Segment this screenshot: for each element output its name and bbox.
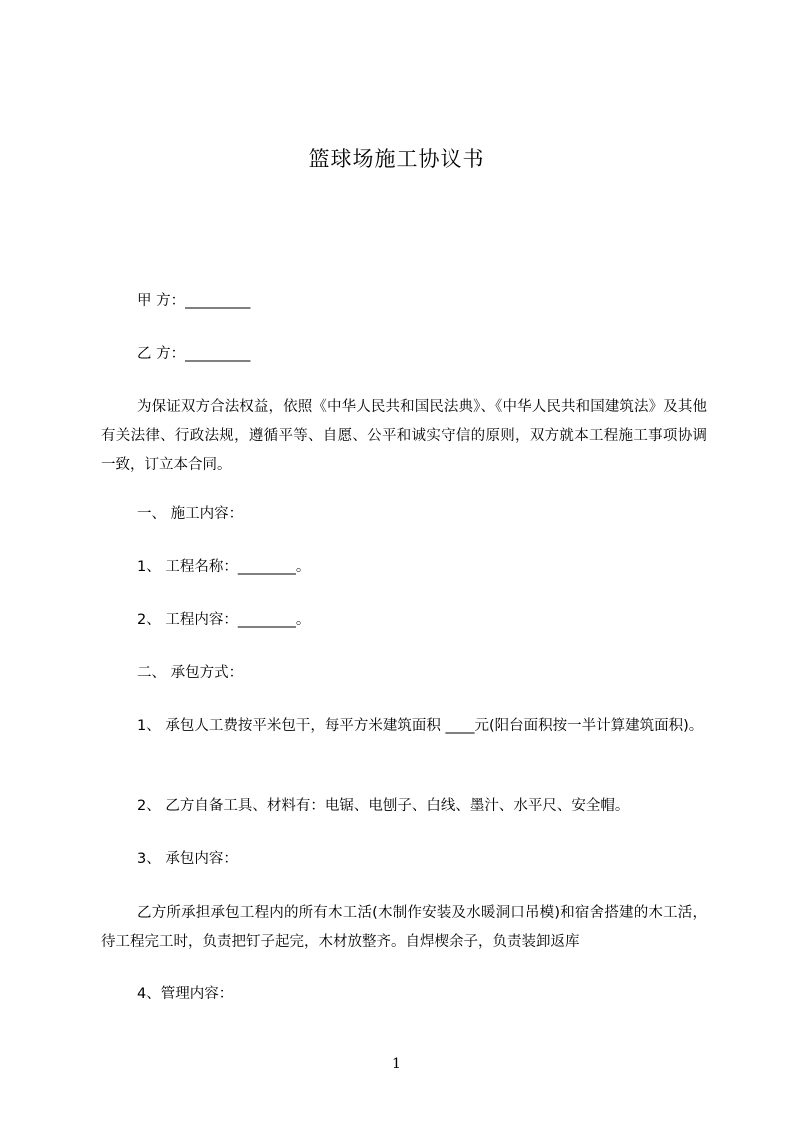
preamble-text: 为保证双方合法权益，依照《中华人民共和国民法典》、《中华人民共和国建筑法》及其他有关法律、行政法规，遵循平等、自愿、公平和诚实守信的原则，双方就本工程施工事项协调一致，订立本合同。	[101, 399, 707, 473]
item-project-name: 1、 工程名称：________。	[137, 559, 311, 575]
preamble-paragraph	[101, 393, 707, 480]
party-a-line: 甲 方：_________	[137, 293, 251, 309]
party-b-line: 乙 方：_________	[137, 346, 251, 362]
item-contract-labor-paragraph	[101, 712, 707, 741]
contract-scope-paragraph	[101, 899, 707, 957]
item-management-heading: 4、管理内容：	[137, 986, 234, 1002]
item-contract-scope-heading: 3、 承包内容：	[137, 851, 238, 867]
section-1-heading: 一、 施工内容：	[137, 506, 244, 522]
page-number: 1	[392, 1056, 401, 1072]
item-project-content: 2、 工程内容：________。	[137, 612, 311, 628]
section-2-heading: 二、 承包方式：	[137, 665, 244, 681]
document-title: 篮球场施工协议书	[308, 147, 485, 171]
item-tools-materials: 2、 乙方自备工具、材料有：电锯、电刨子、白线、墨汁、水平尺、安全帽。	[137, 798, 630, 814]
item-contract-labor: 1、 承包人工费按平米包干，每平方米建筑面积 ____元(阳台面积按一半计算建筑面积)。	[137, 718, 704, 734]
contract-scope-text: 乙方所承担承包工程内的所有木工活(木制作安装及水暖洞口吊模)和宿舍搭建的木工活，待工程完工时，负责把钉子起完，木材放整齐。自焊楔余子，负责装卸返库	[101, 905, 707, 950]
